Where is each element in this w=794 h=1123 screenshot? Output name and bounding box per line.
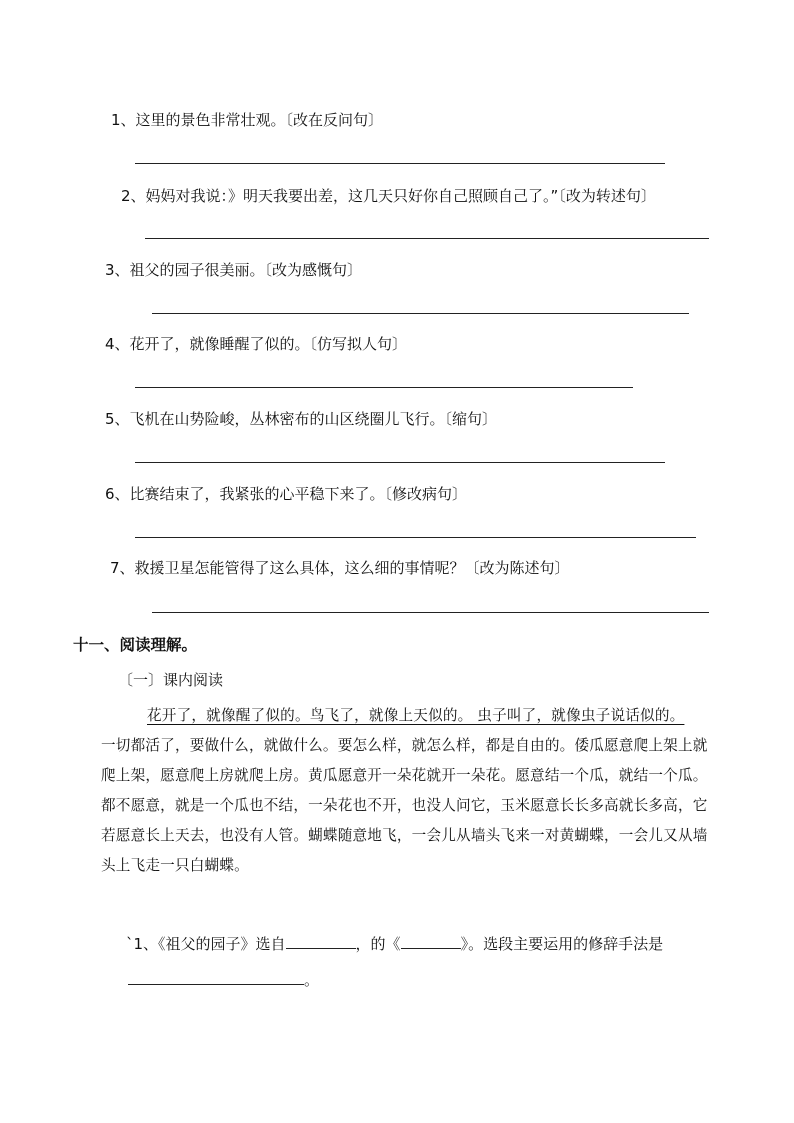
question-text: 这里的景色非常壮观。〔改在反问句〕 [135,111,384,129]
question-number: 5、 [105,410,130,428]
blank-rhetoric[interactable] [128,968,304,985]
subsection-title: 〔一〕课内阅读 [118,671,224,689]
passage-body: 一切都活了，要做什么，就做什么。要怎么样，就怎么样，都是自由的。倭瓜愿意爬上架上就爬上架，愿意爬上房就爬上房。黄瓜愿意开一朵花就开一朵花。愿意结一个瓜，就结一个瓜。都不愿意，就是一个瓜也不结，一朵花也不开，也没人问它，玉米愿意长长多高就长多高，它若愿意长上天去，也没有人管。蝴蝶随意地飞，一会儿从墙头飞来一对黄蝴蝶，一会儿又从墙头上飞走一只白蝴蝶。 [101,737,708,874]
answer-line-3[interactable] [152,313,689,314]
question-number: 4、 [105,335,130,353]
question-5 [105,409,497,429]
question-text: 花开了，就像睡醒了似的。〔仿写拟人句〕 [129,335,408,353]
answer-line-7[interactable] [152,612,709,613]
section-title: 十一、阅读理解。 [73,636,198,654]
question-7 [110,558,570,578]
rq-end: 。 [304,971,320,989]
answer-line-1[interactable] [135,163,665,164]
rq-middle: ，的《 [355,935,401,953]
blank-source[interactable] [286,932,356,949]
answer-line-6[interactable] [135,537,696,538]
question-3 [105,260,362,280]
question-text: 救援卫星怎能管得了这么具体，这么细的事情呢？〔改为陈述句〕 [134,559,570,577]
question-4 [105,334,407,354]
question-number: 1、 [111,111,136,129]
reading-passage [101,701,721,881]
passage-first-line: 花开了，就像醒了似的。鸟飞了，就像上天似的。 虫子叫了，就像虫子说话似的。 [147,707,685,724]
question-number: 2、 [121,187,146,205]
question-text: 比赛结束了，我紧张的心平稳下来了。〔修改病句〕 [129,485,468,503]
answer-line-5[interactable] [135,462,665,463]
question-number: 7、 [110,559,135,577]
question-6 [105,484,467,504]
question-text: 祖父的园子很美丽。〔改为感慨句〕 [129,261,363,279]
rq-suffix: 》。选段主要运用的修辞手法是 [460,935,664,953]
reading-question-1 [126,932,663,954]
question-2 [121,186,656,206]
rq-prefix: `1、《祖父的园子》选自 [126,935,286,953]
answer-line-2[interactable] [145,238,709,239]
answer-line-4[interactable] [135,387,633,388]
question-text: 妈妈对我说：》明天我要出差，这几天只好你自己照顾自己了。”〔改为转述句〕 [145,187,656,205]
question-1 [111,110,383,130]
question-text: 飞机在山势险峻，丛林密布的山区绕圈儿飞行。〔缩句〕 [129,410,498,428]
reading-question-1-cont [128,968,319,990]
blank-book-title[interactable] [401,932,461,949]
question-number: 3、 [105,261,130,279]
question-number: 6、 [105,485,130,503]
